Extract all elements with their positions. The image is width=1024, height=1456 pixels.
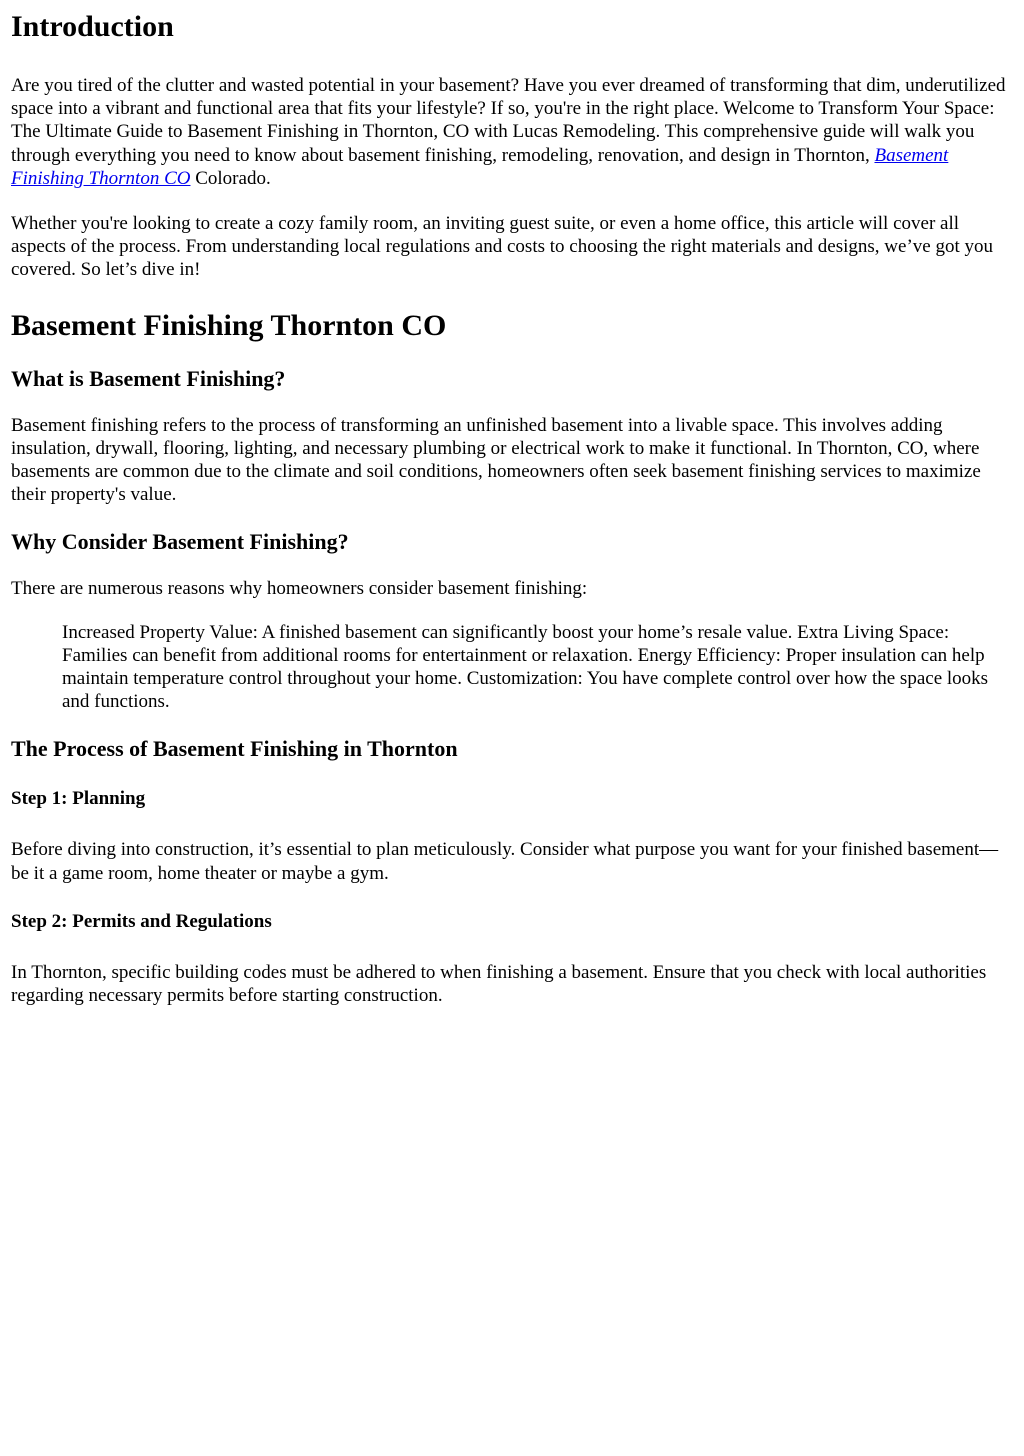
intro-paragraph-2: Whether you're looking to create a cozy family room, an inviting guest suite, or even a home office, this article will cover all aspects of the process. From understanding local regulations and costs to choosing the right materials and designs, we’ve got you covered. So let’s dive in! xyxy=(11,213,993,281)
step-2-paragraph: In Thornton, specific building codes must be adhered to when finishing a basement. Ensure that you check with local authorities regarding necessary permits before starting construction. xyxy=(11,961,987,1007)
intro-paragraph-1 xyxy=(11,74,1011,190)
intro-p1-text-start: Are you tired of the clutter and wasted potential in your basement? Have you ever dreamed of transforming that dim, underutilized space into a vibrant and functional area that fits your lifestyle? If so, you're in the right place. Welcome to Transform Your Space: The Ultimate Guide to Basement Finishing in Thornton, CO with Lucas Remodeling. This comprehensive guide will walk you through everything you need to know about basement finishing, remodeling, renovation, and design in Thornton, xyxy=(11,75,1006,166)
step-1-paragraph: Before diving into construction, it’s essential to plan meticulously. Consider what purpose you want for your finished basement—be it a game room, home theater or maybe a gym. xyxy=(11,839,999,884)
what-paragraph: Basement finishing refers to the process of transforming an unfinished basement into a livable space. This involves adding insulation, drywall, flooring, lighting, and necessary plumbing or electrical work to make it functional. In Thornton, CO, where basements are common due to the climate and soil conditions, homeowners often seek basement finishing services to maximize their property's value. xyxy=(11,414,981,506)
step-2-heading: Step 2: Permits and Regulations xyxy=(11,910,272,932)
benefits-quote: Increased Property Value: A finished basement can significantly boost your home’s resale value. Extra Living Space: Families can benefit from additional rooms for entertainment or relaxation. Energy Efficiency: Proper insulation can help maintain temperature control throughout your home. Customization: You have complete control over how the space looks and functions. xyxy=(62,621,989,713)
process-heading: The Process of Basement Finishing in Thornton xyxy=(11,736,458,762)
why-paragraph: There are numerous reasons why homeowners consider basement finishing: xyxy=(11,578,588,600)
basement-finishing-thornton-link[interactable]: Basement Finishing Thornton CO xyxy=(11,144,949,189)
what-heading: What is Basement Finishing? xyxy=(11,365,286,391)
article-page xyxy=(0,10,1022,1007)
intro-p1-text-end: Colorado. xyxy=(190,167,271,189)
why-heading: Why Consider Basement Finishing? xyxy=(11,529,349,555)
intro-heading: Introduction xyxy=(11,10,174,43)
section-heading: Basement Finishing Thornton CO xyxy=(11,308,447,342)
step-1-heading: Step 1: Planning xyxy=(11,788,146,810)
